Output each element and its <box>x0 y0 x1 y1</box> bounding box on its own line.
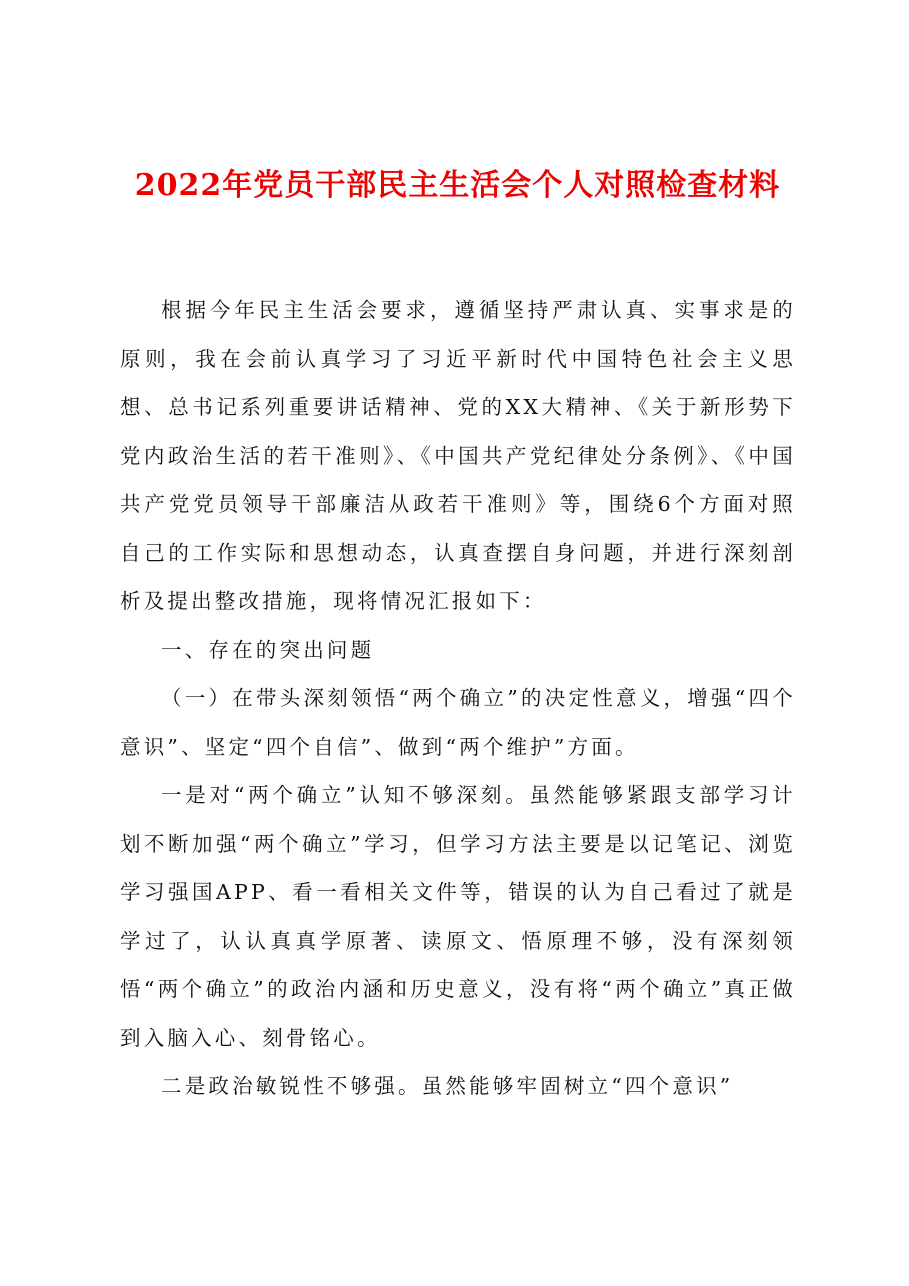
paragraph-point-2: 二是政治敏锐性不够强。虽然能够牢固树立“四个意识” <box>161 1074 734 1098</box>
paragraph-point-1: 一是对“两个确立”认知不够深刻。虽然能够紧跟支部学习计划不断加强“两个确立”学习，但学习方法主要是以记笔记、浏览学习强国APP、看一看相关文件等，错误的认为自己看过了就是学过了，认认真真学原著、读原文、悟原理不够，没有深刻领悟“两个确立”的政治内涵和历史意义，没有将“两个确立”真正做到入脑入心、刻骨铭心。 <box>120 783 796 1050</box>
document-title: 2022年党员干部民主生活会个人对照检查材料 <box>134 168 781 203</box>
paragraph-intro: 根据今年民主生活会要求，遵循坚持严肃认真、实事求是的原则，我在会前认真学习了习近平新时代中国特色社会主义思想、总书记系列重要讲话精神、党的XX大精神、《关于新形势下党内政治生活的若干准则》、《中国共产党纪律处分条例》、《中国共产党党员领导干部廉洁从政若干准则》等，围绕6个方面对照自己的工作实际和思想动态，认真查摆自身问题，并进行深刻剖析及提出整改措施，现将情况汇报如下： <box>120 298 796 613</box>
section-heading-problems: 一、存在的突出问题 <box>161 637 375 662</box>
subsection-heading-1: （一）在带头深刻领悟“两个确立”的决定性意义，增强“四个意识”、坚定“四个自信”、做到“两个维护”方面。 <box>120 686 796 759</box>
document-body <box>120 286 796 1111</box>
